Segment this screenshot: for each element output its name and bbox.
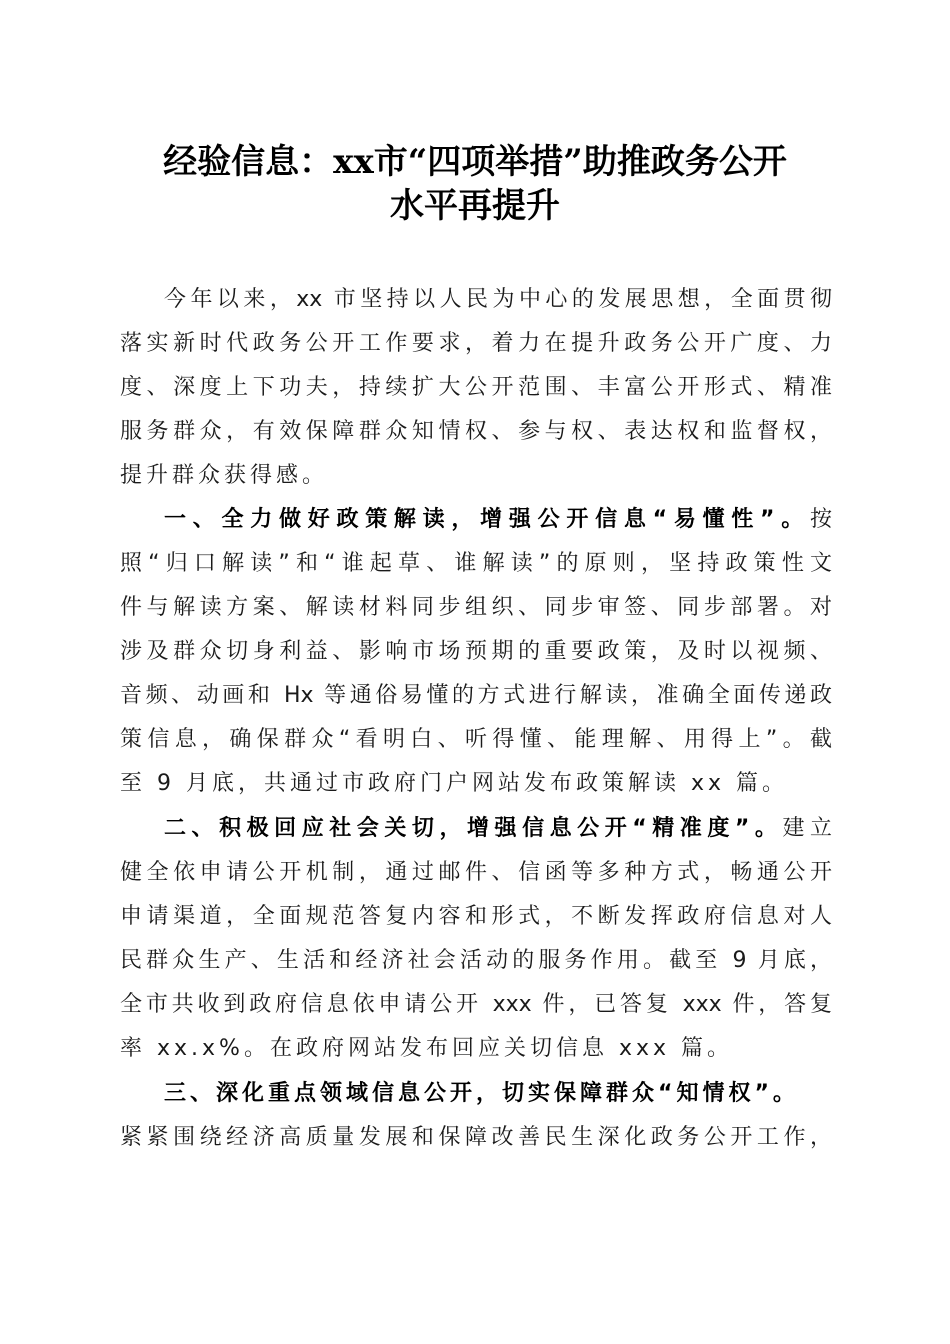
section-3-first-line <box>120 1074 832 1114</box>
intro-line-4: 服务群众，有效保障群众知情权、参与权、表达权和监督权， <box>120 419 832 444</box>
section-1-line-1: 照“归口解读”和“谁起草、谁解读”的原则，坚持政策性文 <box>120 551 832 576</box>
section-2-first-line-rest: 建立 <box>782 816 832 841</box>
section-2-first-line <box>120 809 832 849</box>
section-2-line-4: 全市共收到政府信息依申请公开 xxx 件，已答复 xxx 件，答复 <box>120 992 832 1017</box>
section-1-heading: 一、全力做好政策解读，增强公开信息“易懂性”。 <box>164 507 810 532</box>
section-3-heading: 三、深化重点领域信息公开，切实保障群众“知情权”。 <box>164 1081 799 1106</box>
intro-line-2: 落实新时代政务公开工作要求，着力在提升政务公开广度、力 <box>120 331 832 356</box>
intro-line-1: 今年以来，xx 市坚持以人民为中心的发展思想，全面贯彻 <box>164 287 832 312</box>
intro-line-5: 提升群众获得感。 <box>120 463 329 488</box>
section-2-line-2: 申请渠道，全面规范答复内容和形式，不断发挥政府信息对人 <box>120 904 832 929</box>
section-1-line-3: 涉及群众切身利益、影响市场预期的重要政策，及时以视频、 <box>120 639 832 664</box>
section-1-line-6: 至 9 月底，共通过市政府门户网站发布政策解读 xx 篇。 <box>120 771 789 796</box>
section-2-line-1: 健全依申请公开机制，通过邮件、信函等多种方式，畅通公开 <box>120 860 832 885</box>
intro-line-3: 度、深度上下功夫，持续扩大公开范围、丰富公开形式、精准 <box>120 375 832 400</box>
document-title-line-1: 经验信息：xx市“四项举措”助推政务公开 <box>163 142 787 182</box>
section-1-first-line <box>120 500 832 540</box>
section-1-line-5: 策信息，确保群众“看明白、听得懂、能理解、用得上”。截 <box>120 727 832 752</box>
section-1-line-4: 音频、动画和 Hx 等通俗易懂的方式进行解读，准确全面传递政 <box>120 683 832 708</box>
section-2-heading: 二、积极回应社会关切，增强信息公开“精准度”。 <box>164 816 783 841</box>
section-2-line-3: 民群众生产、生活和经济社会活动的服务作用。截至 9 月底， <box>120 948 832 973</box>
section-1-line-2: 件与解读方案、解读材料同步组织、同步审签、同步部署。对 <box>120 595 832 620</box>
section-2-line-5: 率 xx.x%。在政府网站发布回应关切信息 xxx 篇。 <box>120 1036 733 1061</box>
document-title-line-2: 水平再提升 <box>390 186 560 226</box>
section-1-first-line-rest: 按 <box>809 507 832 532</box>
section-3-line-1: 紧紧围绕经济高质量发展和保障改善民生深化政务公开工作， <box>120 1125 832 1150</box>
